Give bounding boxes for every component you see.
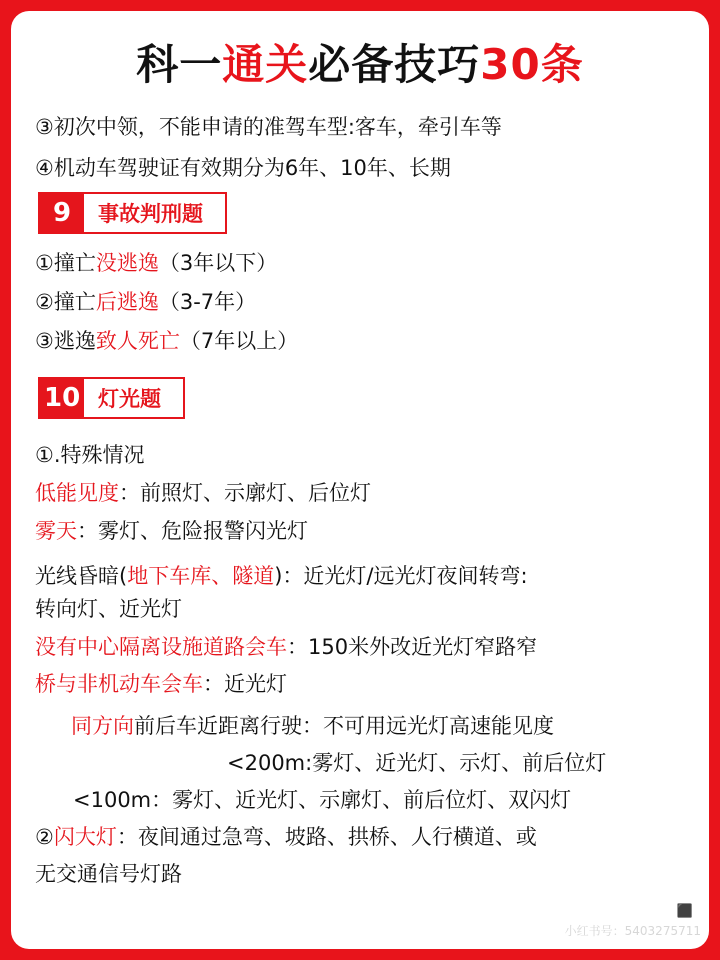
accident-item-2: ②撞亡后逃逸（3-7年） [35,290,257,314]
page-title [11,35,709,95]
section-10-heading: 灯光题 [98,387,161,411]
title-part1: 科一 [136,40,223,89]
title-part5: 30条 [480,40,584,89]
section-9-header [38,192,227,234]
content-card [11,11,709,949]
intro-line-4: ④机动车驾驶证有效期分为6年、10年、长期 [35,156,451,180]
intro-line-3: ③初次中领，不能申请的准驾车型:客车，牵引车等 [35,115,502,139]
section-10-header [38,377,185,419]
section-9-heading: 事故判刑题 [98,202,203,226]
fog-line: 雾天：雾灯、危险报警闪光灯 [35,519,308,543]
no-center-line: 没有中心隔离设施道路会车：150米外改近光灯窄路窄 [35,635,538,659]
section-9-number: 9 [40,194,84,232]
visibility-under-200-line: <200m:雾灯、近光灯、示灯、前后位灯 [227,751,607,775]
title-part4: 技巧 [394,40,481,89]
dim-light-line: 光线昏暗(地下车库、隧道)：近光灯/远光灯夜间转弯: [35,564,528,588]
bridge-line: 桥与非机动车会车：近光灯 [35,672,287,696]
section-10-number: 10 [40,379,84,417]
dim-light-line-cont: 转向灯、近光灯 [35,597,182,621]
special-case-heading: ①.特殊情况 [35,443,145,467]
same-direction-line: 同方向前后车近距离行驶：不可用远光灯高速能见度 [71,714,554,738]
title-part2: 通关 [222,40,309,89]
watermark: 小红书号：5403275711 [564,924,701,938]
title-part3: 必备 [308,40,395,89]
low-visibility-line: 低能见度：前照灯、示廓灯、后位灯 [35,481,371,505]
accident-item-3: ③逃逸致人死亡（7年以上） [35,329,299,353]
flash-light-line-cont: 无交通信号灯路 [35,862,182,886]
flash-light-line: ②闪大灯：夜间通过急弯、坡路、拱桥、人行横道、或 [35,825,537,849]
watermark-logo: ⬛ [676,904,693,919]
accident-item-1: ①撞亡没逃逸（3年以下） [35,251,278,275]
visibility-under-100-line: <100m：雾灯、近光灯、示廓灯、前后位灯、双闪灯 [73,788,572,812]
